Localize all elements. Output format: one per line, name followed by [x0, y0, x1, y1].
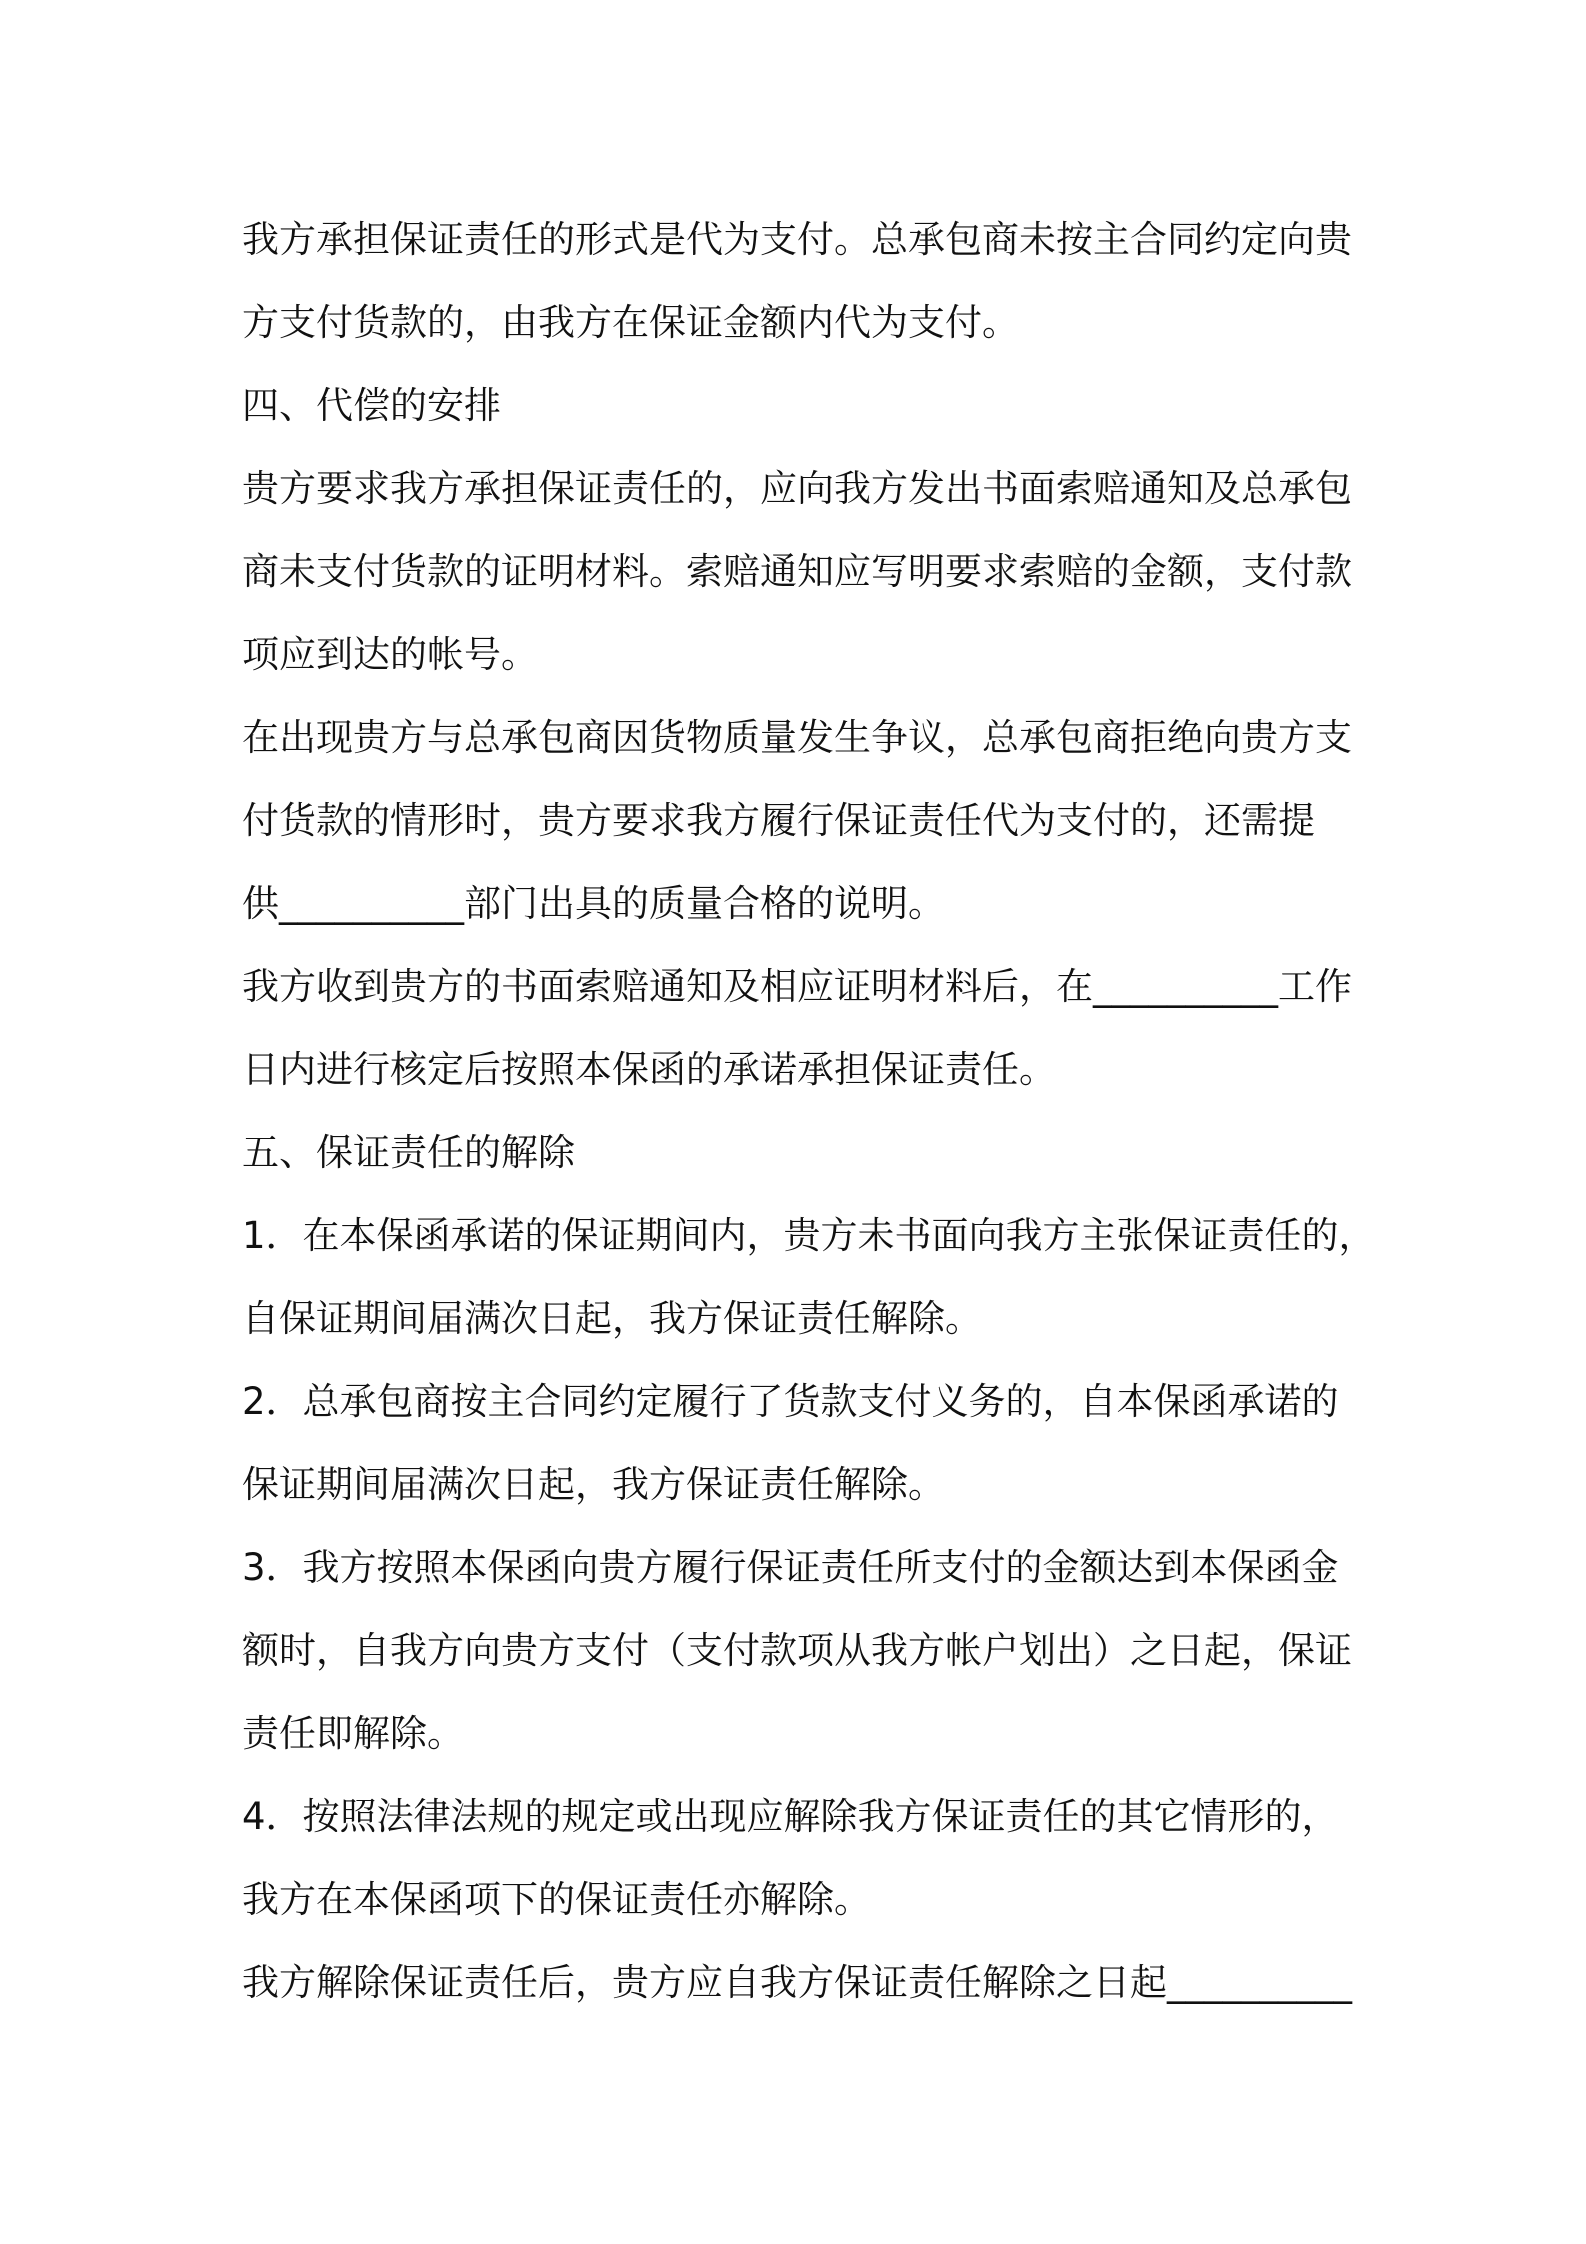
- section-heading-release: 五、保证责任的解除: [242, 1131, 575, 1174]
- list-item-line: 3．我方按照本保函向贵方履行保证责任所支付的金额达到本保函金: [242, 1546, 1339, 1589]
- list-item-line: 2．总承包商按主合同约定履行了货款支付义务的，自本保函承诺的: [242, 1380, 1339, 1423]
- paragraph-line: 我方收到贵方的书面索赔通知及相应证明材料后，在__________工作: [242, 965, 1352, 1008]
- paragraph-line: 商未支付货款的证明材料。索赔通知应写明要求索赔的金额，支付款: [242, 550, 1352, 593]
- paragraph-line: 付货款的情形时，贵方要求我方履行保证责任代为支付的，还需提: [242, 799, 1315, 842]
- paragraph-line: 项应到达的帐号。: [242, 633, 538, 676]
- paragraph-line: 供__________部门出具的质量合格的说明。: [242, 882, 945, 925]
- list-item-line: 1．在本保函承诺的保证期间内，贵方未书面向我方主张保证责任的，: [242, 1214, 1376, 1257]
- list-item-line: 责任即解除。: [242, 1712, 464, 1755]
- list-item-line: 我方在本保函项下的保证责任亦解除。: [242, 1878, 871, 1921]
- list-item-line: 4．按照法律法规的规定或出现应解除我方保证责任的其它情形的，: [242, 1795, 1339, 1838]
- document-body: [242, 198, 1376, 2024]
- paragraph-line: 在出现贵方与总承包商因货物质量发生争议，总承包商拒绝向贵方支: [242, 716, 1352, 759]
- paragraph-line: 贵方要求我方承担保证责任的，应向我方发出书面索赔通知及总承包: [242, 467, 1352, 510]
- list-item-line: 额时，自我方向贵方支付（支付款项从我方帐户划出）之日起，保证: [242, 1629, 1352, 1672]
- paragraph-line: 日内进行核定后按照本保函的承诺承担保证责任。: [242, 1048, 1056, 1091]
- section-heading-compensation: 四、代偿的安排: [242, 384, 501, 427]
- list-item-line: 保证期间届满次日起，我方保证责任解除。: [242, 1463, 945, 1506]
- paragraph-line: 我方承担保证责任的形式是代为支付。总承包商未按主合同约定向贵: [242, 218, 1352, 261]
- paragraph-line: 我方解除保证责任后，贵方应自我方保证责任解除之日起__________: [242, 1961, 1352, 2004]
- paragraph-line: 方支付货款的，由我方在保证金额内代为支付。: [242, 301, 1019, 344]
- list-item-line: 自保证期间届满次日起，我方保证责任解除。: [242, 1297, 982, 1340]
